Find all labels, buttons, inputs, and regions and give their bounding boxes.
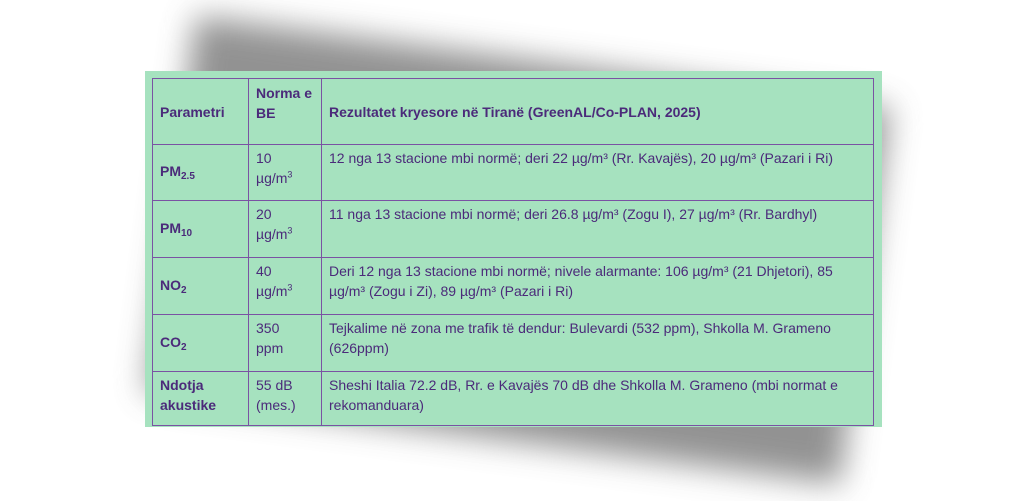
header-norma: Norma e BE xyxy=(249,79,322,145)
norm-value: 40 xyxy=(256,263,272,279)
param-subscript: 2 xyxy=(181,284,187,296)
table-row-co2 xyxy=(153,315,874,372)
param-co2 xyxy=(153,315,249,372)
norm-unit: (mes.) xyxy=(256,397,296,413)
norm-exponent: 3 xyxy=(287,169,293,180)
table-row-pm10 xyxy=(153,201,874,258)
param-label: PM xyxy=(160,219,181,236)
norm-unit: µg/m xyxy=(256,283,288,299)
norm-unit: ppm xyxy=(256,340,284,356)
results-no2: Deri 12 nga 13 stacione mbi normë; nivele alarmante: 106 µg/m³ (21 Dhjetori), 85 µg/m³ (Zogu i Zi), 89 µg/m³ (Pazari i Ri) xyxy=(322,258,874,315)
table-row-no2 xyxy=(153,258,874,315)
results-noise: Sheshi Italia 72.2 dB, Rr. e Kavajës 70 dB dhe Shkolla M. Grameno (mbi normat e rekomanduara) xyxy=(322,372,874,426)
norm-noise xyxy=(249,372,322,426)
param-pm10 xyxy=(153,201,249,258)
norm-value: 20 xyxy=(256,206,272,222)
norm-value: 350 xyxy=(256,320,280,336)
norm-no2 xyxy=(249,258,322,315)
norm-pm10 xyxy=(249,201,322,258)
table-header-row xyxy=(153,79,874,145)
param-pm25 xyxy=(153,145,249,201)
norm-unit: µg/m xyxy=(256,226,288,242)
norm-unit: µg/m xyxy=(256,170,288,186)
param-no2 xyxy=(153,258,249,315)
param-label: PM xyxy=(160,163,181,179)
air-quality-table xyxy=(152,78,874,426)
results-pm25: 12 nga 13 stacione mbi normë; deri 22 µg/m³ (Rr. Kavajës), 20 µg/m³ (Pazari i Ri) xyxy=(322,145,874,201)
norm-value: 55 dB xyxy=(256,377,293,393)
table-row-noise xyxy=(153,372,874,426)
norm-pm25 xyxy=(249,145,322,201)
norm-exponent: 3 xyxy=(287,225,293,236)
norm-exponent: 3 xyxy=(287,282,293,293)
header-parametri: Parametri xyxy=(153,79,249,145)
param-subscript: 10 xyxy=(181,227,193,239)
header-rezultatet: Rezultatet kryesore në Tiranë (GreenAL/Co-PLAN, 2025) xyxy=(322,79,874,145)
norm-co2 xyxy=(249,315,322,372)
results-pm10: 11 nga 13 stacione mbi normë; deri 26.8 µg/m³ (Zogu I), 27 µg/m³ (Rr. Bardhyl) xyxy=(322,201,874,258)
results-card xyxy=(145,71,882,427)
param-label: NO xyxy=(160,276,181,293)
param-subscript: 2.5 xyxy=(181,171,195,182)
table-row-pm25 xyxy=(153,145,874,201)
param-subscript: 2 xyxy=(181,341,187,353)
param-label: CO xyxy=(160,333,181,350)
param-noise: Ndotja akustike xyxy=(153,372,249,426)
results-co2: Tejkalime në zona me trafik të dendur: Bulevardi (532 ppm), Shkolla M. Grameno (626ppm) xyxy=(322,315,874,372)
norm-value: 10 xyxy=(256,150,272,166)
